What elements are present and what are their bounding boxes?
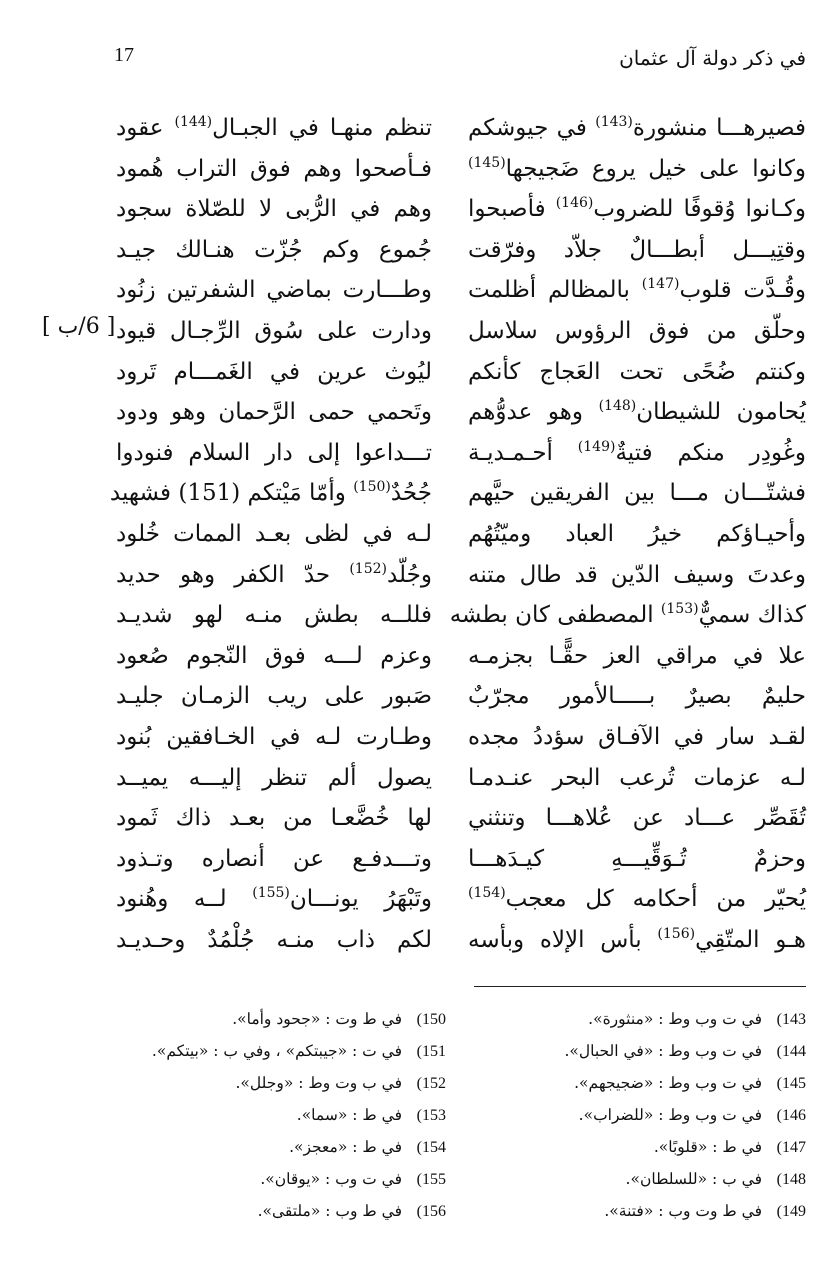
footnote-ref: (150) <box>353 479 391 496</box>
verse-line <box>468 920 806 961</box>
verse-text: يصول ألم تنظر إليـــه يميــد <box>116 764 432 791</box>
verse-line <box>116 108 432 149</box>
footnote-ref: (143) <box>595 114 633 130</box>
verse-text: وطـارت لـه في الخـافقين بُنود <box>116 723 432 750</box>
footnote-number: 151) <box>416 1043 446 1060</box>
footnote-text: في ب وت وط : «وجلل». <box>235 1074 402 1092</box>
footnote-text: في ت وب : «يوقان». <box>260 1170 402 1188</box>
verse-text: وتـــدفـع عن أنصاره وتـذود <box>116 845 432 872</box>
poem-column-right <box>449 108 807 960</box>
footnote-text: في ت وب وط : «للضراب». <box>578 1106 762 1124</box>
verse-text-end: المصطفى كان بطشه <box>449 602 661 629</box>
footnote-ref: (147) <box>641 276 680 293</box>
verse-text: تـــداعوا إلى دار السلام فنودوا <box>116 439 432 466</box>
verse-text: صَبور على ريب الزمـان جليـد <box>116 683 432 710</box>
footnote-ref: (146) <box>555 195 594 212</box>
verse-line <box>116 555 432 596</box>
footnote-item <box>506 1131 806 1163</box>
footnote-number: 143) <box>776 1011 806 1028</box>
footnote-text: في ط : «سما». <box>296 1106 402 1124</box>
verse-text: وكانوا على خيل يروع ضَجيجها <box>505 155 806 182</box>
footnote-number: 146) <box>776 1107 806 1124</box>
verse-line <box>468 108 806 149</box>
footnote-item <box>506 1035 806 1067</box>
footnote-ref: (155) <box>252 885 290 902</box>
footnote-item <box>116 1067 446 1099</box>
verse-line <box>116 189 432 230</box>
verse-text: يُحيّر من أحكامه كل معجب <box>505 886 806 913</box>
verse-text: لها خُضَّعـا من بعـد ذاك ثَمود <box>116 805 432 832</box>
footnote-number: 144) <box>776 1043 806 1060</box>
footnote-number: 150) <box>416 1011 446 1028</box>
verse-line <box>116 798 432 839</box>
verse-line <box>468 839 806 880</box>
verse-text-end: لــه وهُنود <box>116 886 253 913</box>
verse-line <box>116 595 432 636</box>
verse-line <box>468 149 806 190</box>
footnote-item <box>506 1067 806 1099</box>
footnote-text: في ب : «للسلطان». <box>625 1170 762 1188</box>
verse-line <box>116 920 432 961</box>
folio-marker: [ 6/ب ] <box>42 314 116 339</box>
verse-line <box>468 717 806 758</box>
verse-text-end: أحـمـديـة <box>468 439 578 466</box>
verse-line <box>468 676 806 717</box>
verse-text: وحزمٌ تُـوَقِّيـــهِ كيـدَهـــا <box>468 845 806 872</box>
verse-text: وكنتم ضُحًى تحت العَجاج كأنكم <box>468 358 806 385</box>
verse-text: وقتِيـــل أبطـــالٌ جلاّد وفرّقت <box>468 236 806 263</box>
verse-text: وتَبْهَرُ يونـــان <box>289 886 432 913</box>
footnote-text: في ت : «جيبتكم» ، وفي ب : «بيتكم». <box>151 1042 402 1060</box>
footnote-ref: (148) <box>598 398 637 415</box>
footnote-text: في ط : «معجز». <box>289 1138 402 1156</box>
verse-text: فصيرهـــا منشورة <box>632 115 806 141</box>
verse-line <box>116 392 432 433</box>
footnote-divider <box>474 986 806 987</box>
verse-line <box>468 270 806 311</box>
footnote-ref: (149) <box>577 438 616 455</box>
verse-line <box>468 636 806 677</box>
verse-line <box>468 352 806 393</box>
footnote-number: 155) <box>416 1171 446 1188</box>
footnote-item <box>116 1163 446 1195</box>
verse-text: تنظم منهـا في الجبـال <box>212 115 432 141</box>
verse-text-end: بأس الإلاه وبأسه <box>468 926 658 953</box>
footnote-item <box>116 1131 446 1163</box>
verse-text: حليمٌ بصيرٌ بـــــالأمور مجرّبٌ <box>468 683 806 710</box>
footnote-text: في ت وب وط : «في الحبال». <box>564 1042 762 1060</box>
verse-text: هـو المتّقِي <box>695 926 806 953</box>
footnote-item <box>116 1099 446 1131</box>
verse-text-end: في جيوشكم <box>468 115 596 141</box>
verse-line <box>116 839 432 880</box>
verse-text-end: وأمّا مَيْتكم (151) فشهيد <box>109 480 354 507</box>
footnote-item <box>116 1035 446 1067</box>
verse-line <box>468 879 806 920</box>
verse-text: وأحيـاؤكم خيرُ العباد وميّتُهُم <box>468 520 806 547</box>
footnote-item <box>506 1099 806 1131</box>
footnote-number: 154) <box>416 1139 446 1156</box>
verse-text-end: حدّ الكفر وهو حديد <box>116 561 350 588</box>
footnote-text: في ت وب وط : «منثورة». <box>588 1010 762 1028</box>
verse-line <box>468 433 806 474</box>
footnote-number: 147) <box>776 1139 806 1156</box>
footnote-number: 148) <box>776 1171 806 1188</box>
verse-text: يُحامون للشيطان <box>636 399 806 426</box>
verse-text: جُحُدٌ <box>390 480 432 507</box>
verse-text: تُقَصِّر عـــاد عن عُلاهـــا وتنثني <box>468 805 806 832</box>
footnote-item <box>506 1195 806 1227</box>
verse-text: ليُوث عرين في الغَمـــام تَرود <box>116 358 432 385</box>
verse-line <box>116 514 432 555</box>
verse-text: لـه في لظى بعـد الممات خُلود <box>116 520 432 547</box>
poem-column-left <box>109 108 432 960</box>
verse-text: وكـانوا وُقوفًا للضروب <box>593 196 807 223</box>
verse-line <box>116 149 432 190</box>
footnotes-column-left <box>116 1003 446 1227</box>
verse-line <box>468 555 806 596</box>
verse-line <box>116 433 432 474</box>
running-header-title: في ذكر دولة آل عثمان <box>619 46 806 70</box>
verse-text: وعدتَ وسيف الدّين قد طال متنه <box>468 561 806 588</box>
verse-text-end: عقود <box>116 115 175 141</box>
footnote-item <box>116 1195 446 1227</box>
verse-text: وهم في الرُّبى لا للصّلاة سجود <box>116 196 432 223</box>
footnote-item <box>116 1003 446 1035</box>
verse-line <box>116 879 432 920</box>
footnote-text: في ط وب : «ملتقى». <box>257 1202 402 1220</box>
verse-text: فشتّـــان مـــا بين الفريقين حيَّهم <box>468 480 806 507</box>
verse-line <box>468 311 806 352</box>
footnote-ref: (145) <box>468 154 506 171</box>
verse-text: وطـــارت بماضي الشفرتين زنُود <box>116 277 432 304</box>
verse-text: وتَحمي حمى الرَّحمان وهو ودود <box>116 399 432 426</box>
footnote-ref: (152) <box>349 560 387 577</box>
verse-text: لقـد سار في الآفـاق سؤددُ مجده <box>468 723 806 750</box>
verse-line <box>116 311 432 352</box>
page-number: 17 <box>114 44 134 66</box>
footnote-text: في ط وت وب : «فتنة». <box>604 1202 762 1220</box>
footnote-text: في ط وت : «جحود وأما». <box>232 1010 402 1028</box>
verse-text: جُموع وكم جُزّت هنـالك جيـد <box>116 236 432 263</box>
footnotes-column-right <box>506 1003 806 1227</box>
verse-line <box>116 758 432 799</box>
footnote-number: 145) <box>776 1075 806 1092</box>
footnote-text: في ت وب وط : «ضجيجهم». <box>574 1074 762 1092</box>
verse-line <box>116 636 432 677</box>
footnote-item <box>506 1163 806 1195</box>
verse-line <box>116 230 432 271</box>
verse-text-end: فأصبحوا <box>468 196 556 223</box>
verse-line <box>116 676 432 717</box>
verse-line <box>109 473 432 514</box>
verse-line <box>116 270 432 311</box>
verse-line <box>468 189 806 230</box>
verse-text: لـه عزمات تُرعب البحر عنـدمـا <box>468 764 806 791</box>
footnote-number: 153) <box>416 1107 446 1124</box>
verse-line <box>468 473 806 514</box>
footnote-ref: (144) <box>174 114 213 130</box>
verse-line <box>468 514 806 555</box>
footnote-text: في ط : «قلوبًا». <box>653 1138 762 1156</box>
footnote-ref: (154) <box>468 885 506 902</box>
verse-text: فـأصحوا وهم فوق التراب هُمود <box>116 155 432 182</box>
footnote-number: 149) <box>776 1203 806 1220</box>
verse-line <box>468 230 806 271</box>
verse-line <box>468 758 806 799</box>
verse-line <box>468 798 806 839</box>
footnote-number: 152) <box>416 1075 446 1092</box>
verse-text: وحلّق من فوق الرؤوس سلاسل <box>468 317 806 344</box>
verse-text: لكم ذاب منـه جُلْمُدٌ وحـديـد <box>116 926 432 953</box>
verse-text: فللــه بطش منـه لهو شديـد <box>116 602 432 629</box>
footnote-ref: (153) <box>660 601 699 618</box>
footnote-item <box>506 1003 806 1035</box>
footnote-ref: (156) <box>657 925 696 942</box>
verse-text: وقُـدَّت قلوب <box>679 277 806 304</box>
verse-text: وجُلّد <box>386 561 432 588</box>
verse-line <box>449 595 806 636</box>
verse-text: ودارت على سُوق الرِّجـال قيود <box>116 317 432 344</box>
verse-line <box>116 352 432 393</box>
verse-line <box>468 392 806 433</box>
footnote-number: 156) <box>416 1203 446 1220</box>
verse-text: وغُودِر منكم فتيةٌ <box>615 439 806 466</box>
verse-text: وعزم لـــه فوق النّجوم صُعود <box>116 642 432 669</box>
verse-line <box>116 717 432 758</box>
verse-text: كذاك سميٌّ <box>698 602 806 629</box>
verse-text-end: وهو عدوُّهم <box>468 399 599 426</box>
verse-text-end: بالمظالم أظلمت <box>468 277 642 304</box>
verse-text: علا في مراقي العز حقًّـا بجزمـه <box>468 642 806 669</box>
